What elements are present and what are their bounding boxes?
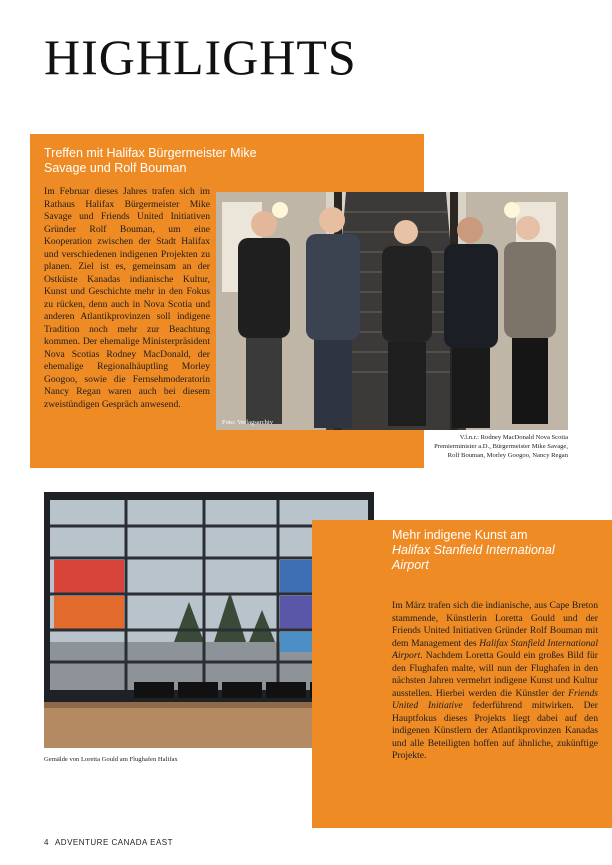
photo-credit: Foto: Verlagsarchiv: [222, 419, 273, 426]
page-title: HIGHLIGHTS: [44, 29, 357, 85]
article2-body: [392, 600, 598, 763]
article2-heading-line2: Halifax Stanfield International Airport: [392, 543, 555, 572]
article2-body-text: federführend mitwirken. Der Hauptfokus dieses Projekts liegt dabei auf den indigenen Künstlern der Atlantikprovinzen Kanadas und alle Beteiligten hoffen auf ähnliche, zukünftige Projekte.: [392, 700, 598, 761]
page-footer: [44, 838, 173, 847]
article2-body-text: . Nachdem Loretta Gould ein großes Bild für den Flughafen malte, will nun der Flughafen in den nächsten Jahren vermehrt indigene Kunst und Kultur ausstellen. Hierbei werden die Künstler der: [392, 650, 598, 699]
article2-heading: [392, 528, 592, 573]
article1-heading: Treffen mit Halifax Bürgermeister Mike Savage und Rolf Bouman: [44, 146, 257, 175]
article2-body-emphasis: Halifax Stanfield International Airport: [392, 637, 598, 661]
article2-body-emphasis: Friends United Initiative: [392, 687, 598, 711]
page-number: 4: [44, 838, 49, 847]
magazine-name: ADVENTURE CANADA EAST: [54, 838, 174, 847]
meeting-photo: [216, 192, 568, 430]
photo-caption: Gemälde von Loretta Gould am Flughafen Halifax: [44, 756, 178, 763]
article2-heading-line1: Mehr indigene Kunst am: [392, 528, 528, 542]
article1-body: Im Februar dieses Jahres trafen sich im Rathaus Halifax Bürgermeister Mike Savage und Friends United Initiativen Gründer Rolf Bouman, um eine Kooperation zwischen der Stadt Halifax und verschiedenen indigenen Projekten zu planen. Ziel ist es, gemeinsam an der Ostküste Kanadas indianische Kultur, Kunst und Geschichte mehr in den Fokus zu rücken, denn auch in Nova Scotia und anderen Atlantikprovinzen soll indigene Tradition noch mehr zur Beachtung kommen. Der ehemalige Ministerpräsident Nova Scotias Rodney MacDonald, der ehemalige Regionalhäuptling Morley Googoo, sowie die Fernsehmoderatorin Nancy Regan waren auch bei diesem zweistündigen Gespräch anwesend.: [44, 186, 210, 410]
article2-body-text: Im März trafen sich die indianische, aus Cape Breton stammende, Künstlerin Loretta Gould und der Friends United Initiativen Gründer Rolf Bouman mit dem Management des: [392, 600, 598, 649]
photo-caption: V.l.n.r.: Rodney MacDonald Nova Scotia Premierminister a.D., Bürgermeister Mike Savage, Rolf Bouman, Morley Googoo, Nancy Regan: [434, 434, 568, 459]
meeting-photo-illustration: [216, 192, 568, 430]
